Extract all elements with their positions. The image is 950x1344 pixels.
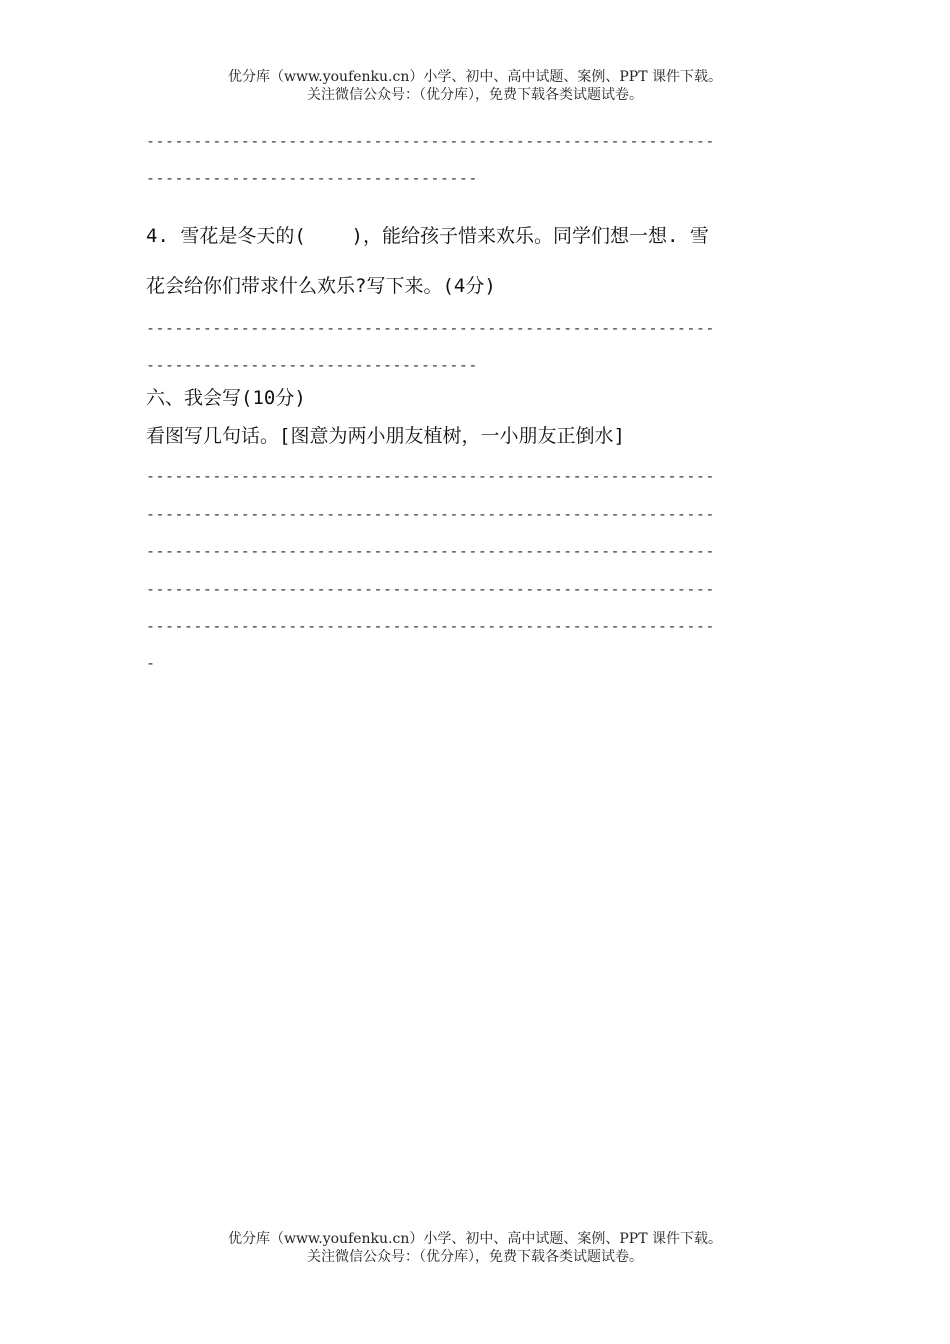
answer-line: -----------------------------------: [146, 356, 478, 374]
section-6-prompt: 看图写几句话。[图意为两小朋友植树，一小朋友正倒水]: [146, 425, 625, 447]
question-4-line-2: 花会给你们带求什么欢乐?写下来。(4分): [146, 275, 496, 297]
footer-line-2: 关注微信公众号：（优分库），免费下载各类试题试卷。: [307, 1249, 643, 1265]
footer-line-1: 优分库（www.youfenku.cn）小学、初中、高中试题、案例、PPT 课件下载。: [227, 1231, 722, 1247]
answer-line: -: [146, 654, 156, 672]
answer-line: ------------------------------------------------------------: [146, 542, 715, 560]
answer-line: ------------------------------------------------------------: [146, 617, 715, 635]
answer-line: ------------------------------------------------------------: [146, 467, 715, 485]
section-6-title: 六、我会写(10分): [146, 387, 306, 409]
question-4-line-1: 4. 雪花是冬天的( )，能给孩子惜来欢乐。同学们想一想. 雪: [146, 225, 709, 247]
answer-line: -----------------------------------: [146, 169, 478, 187]
answer-line: ------------------------------------------------------------: [146, 319, 715, 337]
page-header: [0, 68, 950, 104]
header-line-2: 关注微信公众号：（优分库），免费下载各类试题试卷。: [307, 87, 643, 103]
answer-line: ------------------------------------------------------------: [146, 132, 715, 150]
page-footer: [0, 1230, 950, 1266]
header-line-1: 优分库（www.youfenku.cn）小学、初中、高中试题、案例、PPT 课件下载。: [227, 69, 722, 85]
answer-line: ------------------------------------------------------------: [146, 505, 715, 523]
answer-line: ------------------------------------------------------------: [146, 580, 715, 598]
